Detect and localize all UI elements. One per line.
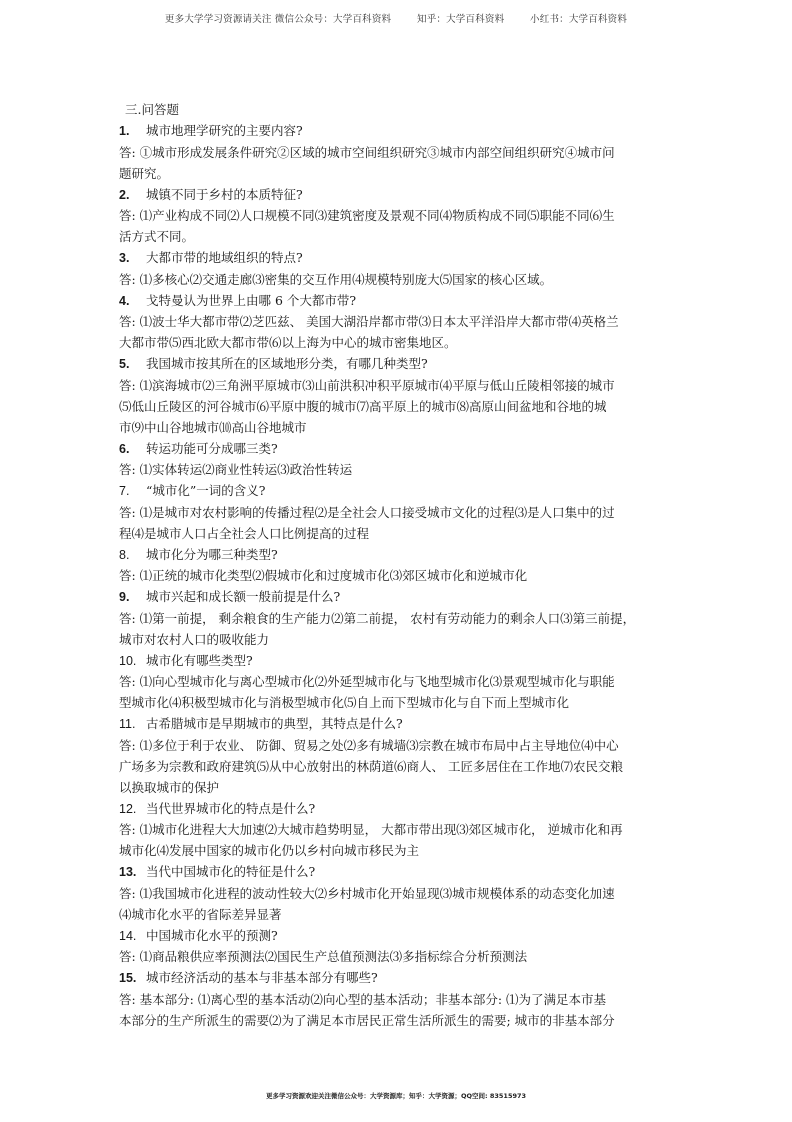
question	[119, 354, 679, 375]
question	[119, 545, 679, 566]
question	[119, 121, 679, 142]
question-number: 15.	[119, 971, 137, 985]
answer-line: 市⑼中山谷地城市⑽高山谷地城市	[119, 419, 307, 435]
question-text: 当代中国城市化的特征是什么?	[146, 864, 316, 879]
question-number: 3.	[119, 251, 130, 265]
answer	[119, 819, 679, 861]
answer-line: 大都市带⑸西北欧大都市带⑹以上海为中心的城市密集地区。	[119, 335, 457, 350]
question	[119, 248, 679, 269]
question-text: 城市经济活动的基本与非基本部分有哪些?	[146, 970, 378, 985]
page-footer: 更多学习资源欢迎关注微信公众号：大学资源库；知乎：大学资源；QQ空间: 83515973	[265, 1092, 527, 1100]
question-text: 我国城市按其所在的区域地形分类，有哪几种类型?	[146, 356, 428, 371]
answer-line: 答: ⑴是城市对农村影响的传播过程⑵是全社会人口接受城市文化的过程⑶是人口集中的过	[119, 504, 615, 520]
question	[119, 926, 679, 947]
question-text: 当代世界城市化的特点是什么?	[146, 800, 316, 816]
question-text: 转运功能可分成哪三类?	[146, 440, 278, 456]
question	[119, 587, 679, 608]
answer-line: 广场多为宗教和政府建筑⑸从中心放射出的林荫道⑹商人、 工匠多居住在工作地⑺农民交粮	[119, 758, 623, 774]
question-text: 城市化分为哪三种类型?	[146, 546, 278, 562]
question-text: 城市地理学研究的主要内容?	[146, 123, 303, 138]
question-number: 12.	[119, 801, 137, 816]
answer	[119, 269, 679, 290]
question-number: 4.	[119, 293, 130, 308]
answer-line: 答: ⑴波士华大都市带⑵芝匹兹、 美国大湖沿岸都市带⑶日本太平洋沿岸大都市带⑷英格兰	[119, 314, 619, 329]
question	[119, 714, 679, 735]
answer-line: 答: ⑴多核心⑵交通走廊⑶密集的交互作用⑷规模特别庞大⑸国家的核心区域。	[119, 271, 553, 287]
question-number: 11.	[119, 717, 136, 731]
answer-line: 答: ⑴第一前提， 剩余粮食的生产能力⑵第二前提， 农村有劳动能力的剩余人口⑶第三前提，	[119, 610, 636, 626]
qa-section	[119, 100, 679, 1031]
qa-list	[119, 121, 679, 1031]
answer	[119, 565, 679, 586]
answer-line: 答: ⑴实体转运⑵商业性转运⑶政治性转运	[119, 462, 353, 477]
answer-line: 题研究。	[119, 165, 170, 181]
answer	[119, 375, 679, 438]
answer-line: 程⑷是城市人口占全社会人口比例提高的过程	[119, 525, 370, 541]
question-number: 5.	[119, 357, 130, 371]
question-number: 9.	[119, 590, 130, 604]
answer-line: 答: 基本部分: ⑴离心型的基本活动⑵向心型的基本活动；非基本部分: ⑴为了满足本市基	[119, 991, 607, 1007]
answer	[119, 205, 679, 247]
question	[119, 968, 679, 989]
question	[119, 439, 679, 460]
question-text: 中国城市化水平的预测?	[146, 927, 278, 943]
answer-line: 本部分的生产所派生的需要⑵为了满足本市居民正常生活所派生的需要; 城市的非基本部分	[119, 1012, 615, 1028]
question	[119, 185, 679, 206]
answer-line: 答: ⑴商品粮供应率预测法⑵国民生产总值预测法⑶多指标综合分析预测法	[119, 949, 528, 964]
question	[119, 291, 679, 312]
question	[119, 799, 679, 820]
answer-line: 答: ⑴我国城市化进程的波动性较大⑵乡村城市化开始显现⑶城市规模体系的动态变化加速	[119, 885, 615, 901]
answer	[119, 989, 679, 1031]
question-text: 大都市带的地域组织的特点?	[146, 250, 303, 265]
answer-line: ⑷城市化水平的省际差异显著	[119, 906, 282, 922]
answer-line: 城市对农村人口的吸收能力	[119, 631, 270, 647]
question-text: 城市兴起和成长额一般前提是什么?	[146, 589, 341, 604]
answer	[119, 459, 679, 480]
question-number: 2.	[119, 187, 130, 202]
question-number: 7.	[119, 484, 130, 498]
answer-line: 城市化⑷发展中国家的城市化仍以乡村向城市移民为主	[119, 843, 420, 858]
answer-line: 答: ⑴正统的城市化类型⑵假城市化和过度城市化⑶郊区城市化和逆城市化	[119, 568, 528, 583]
question-text: “城市化”一词的含义?	[146, 483, 266, 498]
question-text: 戈特曼认为世界上由哪 6 个大都市带?	[146, 292, 357, 308]
question-number: 6.	[119, 441, 130, 456]
question-number: 8.	[119, 547, 130, 562]
section-title: 三.问答题	[125, 102, 179, 117]
question	[119, 862, 679, 883]
answer-line: 活方式不同。	[119, 229, 195, 244]
answer-line: 答: ⑴产业构成不同⑵人口规模不同⑶建筑密度及景观不同⑷物质构成不同⑸职能不同⑹生	[119, 208, 615, 223]
answer-line: 答: ⑴城市化进程大大加速⑵大城市趋势明显， 大都市带出现⑶郊区城市化， 逆城市化和再	[119, 822, 623, 837]
question-number: 14.	[119, 928, 137, 943]
answer-line: 答: ⑴滨海城市⑵三角洲平原城市⑶山前洪积冲积平原城市⑷平原与低山丘陵相邻接的城市	[119, 377, 615, 393]
question	[119, 481, 679, 502]
question-text: 城市化有哪些类型?	[146, 652, 253, 668]
question-text: 古希腊城市是早期城市的典型，其特点是什么?	[146, 716, 403, 731]
question-text: 城镇不同于乡村的本质特征?	[146, 186, 303, 202]
answer	[119, 142, 679, 184]
answer	[119, 946, 679, 967]
answer-line: 答: ①城市形成发展条件研究②区域的城市空间组织研究③城市内部空间组织研究④城市问	[119, 144, 615, 160]
question-number: 13.	[119, 865, 137, 879]
answer	[119, 502, 679, 544]
answer-line: ⑸低山丘陵区的河谷城市⑹平原中腹的城市⑺高平原上的城市⑻高原山间盆地和谷地的城	[119, 398, 607, 414]
question-number: 1.	[119, 124, 130, 138]
answer	[119, 311, 679, 353]
question	[119, 651, 679, 672]
answer	[119, 735, 679, 798]
answer-line: 以换取城市的保护	[119, 779, 220, 795]
answer	[119, 883, 679, 925]
answer-line: 答: ⑴多位于利于农业、 防御、贸易之处⑵多有城墙⑶宗教在城市布局中占主导地位⑷中心	[119, 737, 619, 753]
question-number: 10.	[119, 653, 137, 668]
answer	[119, 671, 679, 713]
page-header: 更多大学学习资源请关注 微信公众号：大学百科资料 知乎：大学百科资料 小红书：大学百科资料	[164, 14, 628, 25]
answer	[119, 608, 679, 650]
answer-line: 答: ⑴向心型城市化与离心型城市化⑵外延型城市化与飞地型城市化⑶景观型城市化与职能	[119, 674, 615, 689]
answer-line: 型城市化⑷积极型城市化与消极型城市化⑸自上而下型城市化与自下而上型城市化	[119, 695, 570, 710]
